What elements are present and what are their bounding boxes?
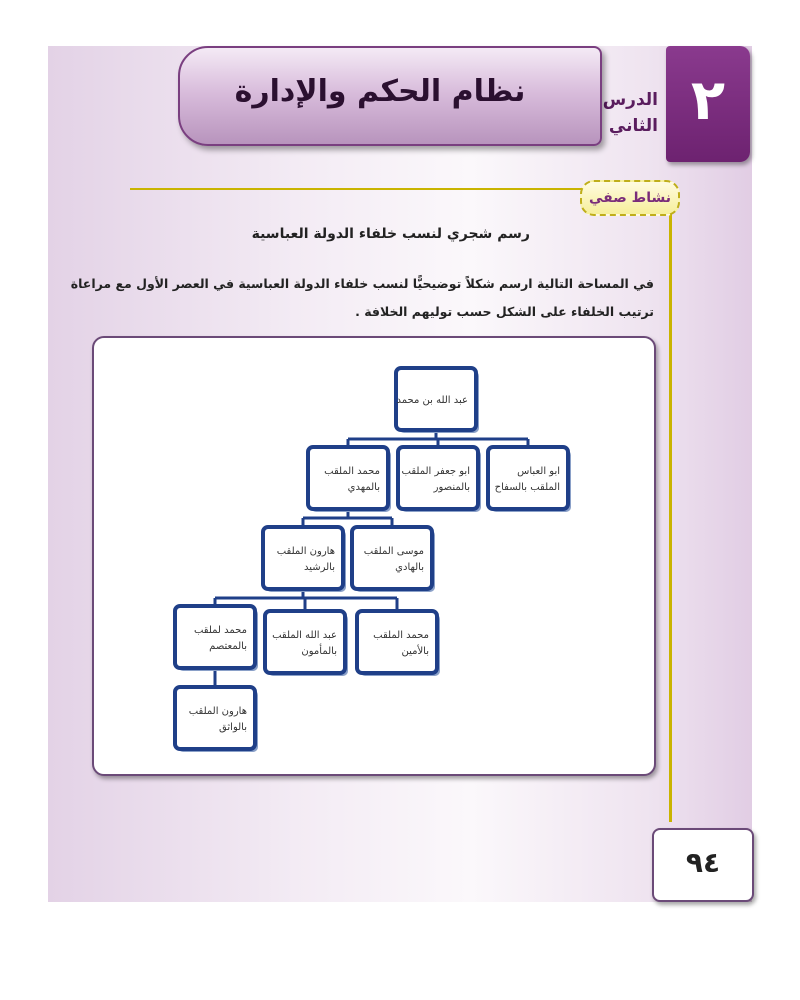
- tree-node-label: بالواثق: [219, 722, 247, 733]
- tree-node-label: بالهادي: [395, 562, 424, 573]
- tree-node-label: بالمنصور: [433, 482, 470, 493]
- tree-node-label: موسى الملقب: [363, 546, 424, 557]
- tree-node-label: محمد الملقب: [373, 630, 429, 641]
- tree-node-mutasim: [175, 606, 258, 671]
- tree-node-label: هارون الملقب: [188, 706, 247, 717]
- tree-node-label: عبد الله بن محمد: [396, 395, 468, 406]
- activity-subtitle: رسم شجري لنسب خلفاء الدولة العباسية: [251, 226, 530, 242]
- tree-node-label: الملقب بالسفاح: [494, 482, 560, 493]
- tree-node-label: بالرشيد: [303, 562, 335, 573]
- tree-node-label: بالمعتصم: [209, 641, 247, 652]
- tree-node-hadi: [352, 527, 435, 592]
- tree-node-mahdi: [308, 447, 391, 512]
- tree-node-box: [308, 447, 388, 509]
- tree-node-box: [398, 447, 478, 509]
- instruction-line-1: في المساحة التالية ارسم شكلاً توضيحيًّا لنسب خلفاء الدولة العباسية في العصر الأول مع مراعاة: [70, 276, 654, 291]
- activity-badge: نشاط صفي: [580, 180, 680, 216]
- tree-node-label: هارون الملقب: [276, 546, 335, 557]
- tree-node-box: [175, 606, 255, 668]
- tree-node-label: محمد الملقب: [324, 466, 380, 477]
- lesson-label-line1: الدرس: [602, 90, 658, 110]
- tree-node-box: [263, 527, 343, 589]
- lesson-number: ٢: [690, 68, 726, 133]
- tree-node-box: [175, 687, 255, 749]
- tree-node-mamoun: [265, 611, 348, 676]
- tree-node-label: بالأمين: [401, 646, 429, 657]
- lesson-label-line2: الثاني: [608, 115, 658, 136]
- tree-node-saffah: [488, 447, 571, 512]
- tree-node-box: [352, 527, 432, 589]
- page-title: نظام الحكم والإدارة: [234, 74, 526, 109]
- tree-node-label: بالمهدي: [347, 482, 380, 493]
- tree-node-label: ابو العباس: [517, 466, 560, 477]
- page-number-box: [652, 828, 754, 902]
- tree-node-label: بالمأمون: [301, 646, 337, 657]
- tree-node-wathiq: [175, 687, 258, 752]
- tree-node-box: [265, 611, 345, 673]
- tree-node-label: ابو جعفر الملقب: [401, 466, 470, 477]
- tree-node-root: [396, 368, 479, 433]
- tree-node-amin: [357, 611, 440, 676]
- tree-node-mansour: [398, 447, 481, 512]
- tree-node-label: عبد الله الملقب: [272, 630, 337, 641]
- instruction-line-2: ترتيب الخلفاء على الشكل حسب توليهم الخلافة .: [355, 304, 654, 319]
- tree-node-box: [488, 447, 568, 509]
- tree-node-rashid: [263, 527, 346, 592]
- page-number: ٩٤: [685, 846, 721, 879]
- tree-node-box: [357, 611, 437, 673]
- tree-node-label: محمد لملقب: [193, 625, 247, 636]
